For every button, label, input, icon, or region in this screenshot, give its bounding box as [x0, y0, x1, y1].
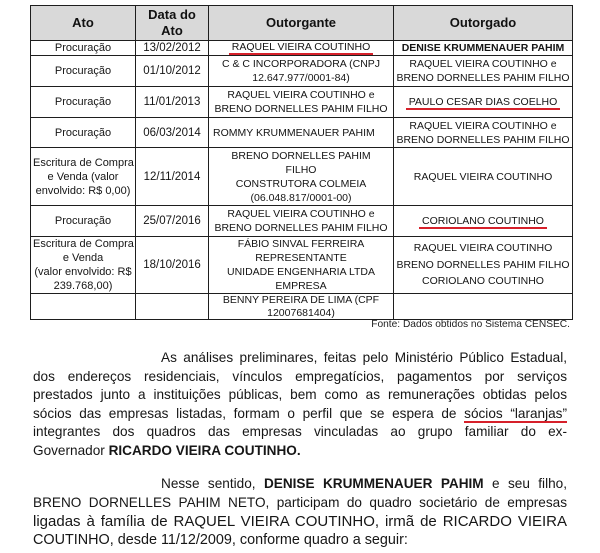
cell-line: RAQUEL VIEIRA COUTINHO	[413, 170, 553, 183]
cell-line: BRENO DORNELLES PAHIM FILHO	[396, 258, 570, 271]
cell-line: BRENO DORNELLES PAHIM	[231, 149, 371, 162]
cell-line: 12.647.977/0001-84)	[252, 72, 350, 84]
cell-data	[136, 294, 209, 320]
header-data-label-line: Ato	[161, 23, 183, 38]
cell-line: FÁBIO SINVAL FERREIRA	[237, 238, 365, 250]
cell-line: RAQUEL VIEIRA COUTINHO e	[409, 58, 557, 70]
cell-line: Procuração	[54, 215, 112, 227]
cell-outorgado	[394, 118, 573, 148]
cell-line: UNIDADE ENGENHARIA LTDA	[227, 266, 375, 278]
paragraph-line	[33, 442, 567, 461]
cell-line: REPRESENTANTE	[255, 252, 347, 264]
paragraph-line: BRENO DORNELLES PAHIM NETO, participam do quadro societário de empresas	[33, 495, 567, 510]
cell-outorgante	[209, 206, 394, 237]
cell-data: 18/10/2016	[136, 237, 209, 294]
cell-line: Escritura de Compra	[33, 156, 134, 169]
cell-line	[396, 95, 570, 110]
paragraph-text: e seu filho,	[483, 476, 567, 491]
cell-line: DENISE KRUMMENAUER PAHIM	[401, 42, 565, 54]
cell-line: FILHO	[285, 163, 317, 176]
cell-ato	[31, 237, 136, 294]
cell-ato	[31, 148, 136, 206]
table-row	[31, 206, 573, 237]
cell-outorgante	[209, 56, 394, 87]
cell-line: EMPRESA	[275, 280, 327, 292]
cell-data: 12/11/2014	[136, 148, 209, 206]
paragraph-line: dos endereços residenciais, vínculos empregatícios, pagamentos por serviços	[33, 368, 567, 384]
cell-line: 12007681404)	[267, 306, 335, 319]
header-data	[136, 6, 209, 41]
cell-outorgado	[394, 294, 573, 320]
cell-line: RAQUEL VIEIRA COUTINHO e	[409, 119, 557, 132]
cell-data: 01/10/2012	[136, 56, 209, 87]
cell-line: BENNY PEREIRA DE LIMA (CPF	[222, 294, 380, 306]
paragraph-line	[33, 405, 567, 424]
cell-outorgante	[209, 87, 394, 118]
cell-ato	[31, 118, 136, 148]
header-outorgante	[209, 6, 394, 41]
paragraph-line: prestados junto a instituições públicas, bem como as remunerações obtidas pelos	[33, 387, 567, 402]
bold-name: DENISE KRUMMENAUER PAHIM	[263, 476, 484, 491]
header-ato-label: Ato	[72, 15, 94, 30]
cell-outorgante	[209, 294, 394, 320]
table-row	[31, 237, 573, 294]
cell-line: CORIOLANO COUTINHO	[422, 275, 544, 288]
paragraph-line	[33, 474, 567, 493]
cell-ato	[31, 41, 136, 56]
cell-line: RAQUEL VIEIRA COUTINHO e	[227, 208, 375, 220]
highlighted-name: PAULO CESAR DIAS COELHO	[406, 97, 561, 110]
cell-line: C & C INCORPORADORA (CNPJ	[221, 58, 381, 70]
cell-data: 06/03/2014	[136, 118, 209, 148]
cell-ato	[31, 87, 136, 118]
paragraph-text: Nesse sentido,	[161, 476, 264, 491]
table-row	[31, 148, 573, 206]
highlighted-name: CORIOLANO COUTINHO	[419, 216, 547, 229]
paragraph-text: Governador	[33, 442, 109, 458]
analysis-paragraph	[33, 349, 567, 460]
cell-line: BRENO DORNELLES PAHIM FILHO	[396, 133, 570, 146]
cell-line: (06.048.817/0001-00)	[250, 191, 352, 204]
cell-line: Procuração	[54, 96, 112, 108]
cell-line: e Venda	[62, 252, 104, 264]
cell-outorgado	[394, 87, 573, 118]
table-row	[31, 41, 573, 56]
cell-outorgado	[394, 206, 573, 237]
cell-outorgado	[394, 237, 573, 294]
cell-line: RAQUEL VIEIRA COUTINHO e	[227, 89, 375, 101]
cell-outorgante	[209, 118, 394, 148]
paragraph-line: integrantes dos quadros das empresas vinculadas ao grupo familiar do ex-	[33, 424, 567, 439]
bold-name: RICARDO VIEIRA COUTINHO.	[108, 442, 301, 458]
cell-line: e Venda (valor	[47, 170, 119, 183]
cell-line: (valor envolvido: R$	[34, 266, 132, 278]
paragraph-line: As análises preliminares, feitas pelo Ministério Público Estadual,	[161, 350, 567, 365]
cell-ato	[31, 206, 136, 237]
paragraph-line: COUTINHO, desde 11/12/2009, conforme quadro a seguir:	[33, 532, 408, 548]
cell-outorgante	[209, 237, 394, 294]
table-header-row	[31, 6, 573, 41]
table-row	[31, 294, 573, 320]
cell-ato	[31, 294, 136, 320]
cell-line	[396, 214, 570, 229]
cell-outorgado	[394, 148, 573, 206]
header-outorgado	[394, 6, 573, 41]
cell-data: 13/02/2012	[136, 41, 209, 56]
header-outorgante-label: Outorgante	[265, 15, 337, 30]
cell-line: envolvido: R$ 0,00)	[35, 184, 131, 197]
header-outorgado-label: Outorgado	[449, 15, 517, 30]
cell-line: BRENO DORNELLES PAHIM FILHO	[214, 103, 388, 115]
cell-ato	[31, 56, 136, 87]
cell-line: 239.768,00)	[53, 280, 113, 292]
paragraph-text: sócios das empresas listadas, formam o perfil que se espera de	[33, 405, 465, 421]
cell-line: RAQUEL VIEIRA COUTINHO	[413, 242, 553, 255]
partnership-paragraph	[33, 474, 567, 550]
source-note: Fonte: Dados obtidos no Sistema CENSEC.	[371, 319, 570, 330]
cell-line	[211, 41, 391, 55]
cell-line: Procuração	[54, 65, 112, 77]
cell-outorgante	[209, 41, 394, 56]
cell-data: 25/07/2016	[136, 206, 209, 237]
cell-line: Escritura de Compra	[33, 238, 134, 250]
cell-line: BRENO DORNELLES PAHIM FILHO	[214, 222, 388, 234]
cell-outorgado	[394, 41, 573, 56]
cell-line: Procuração	[54, 42, 112, 54]
table-row	[31, 87, 573, 118]
outorga-table	[30, 5, 573, 320]
header-data-label-line: Data do	[148, 7, 196, 22]
table-row	[31, 56, 573, 87]
cell-outorgado	[394, 56, 573, 87]
table-row	[31, 118, 573, 148]
cell-line: CONSTRUTORA COLMEIA	[235, 177, 367, 190]
paragraph-line: ligadas à família de RAQUEL VIEIRA COUTINHO, irmã de RICARDO VIEIRA	[33, 513, 567, 530]
cell-line: BRENO DORNELLES PAHIM FILHO	[396, 72, 570, 84]
cell-outorgante	[209, 148, 394, 206]
cell-line: ROMMY KRUMMENAUER PAHIM	[213, 126, 375, 139]
highlighted-name: RAQUEL VIEIRA COUTINHO	[229, 42, 373, 55]
cell-line: Procuração	[54, 126, 112, 139]
highlighted-phrase: sócios “laranjas”	[464, 405, 567, 421]
cell-data: 11/01/2013	[136, 87, 209, 118]
header-ato	[31, 6, 136, 41]
